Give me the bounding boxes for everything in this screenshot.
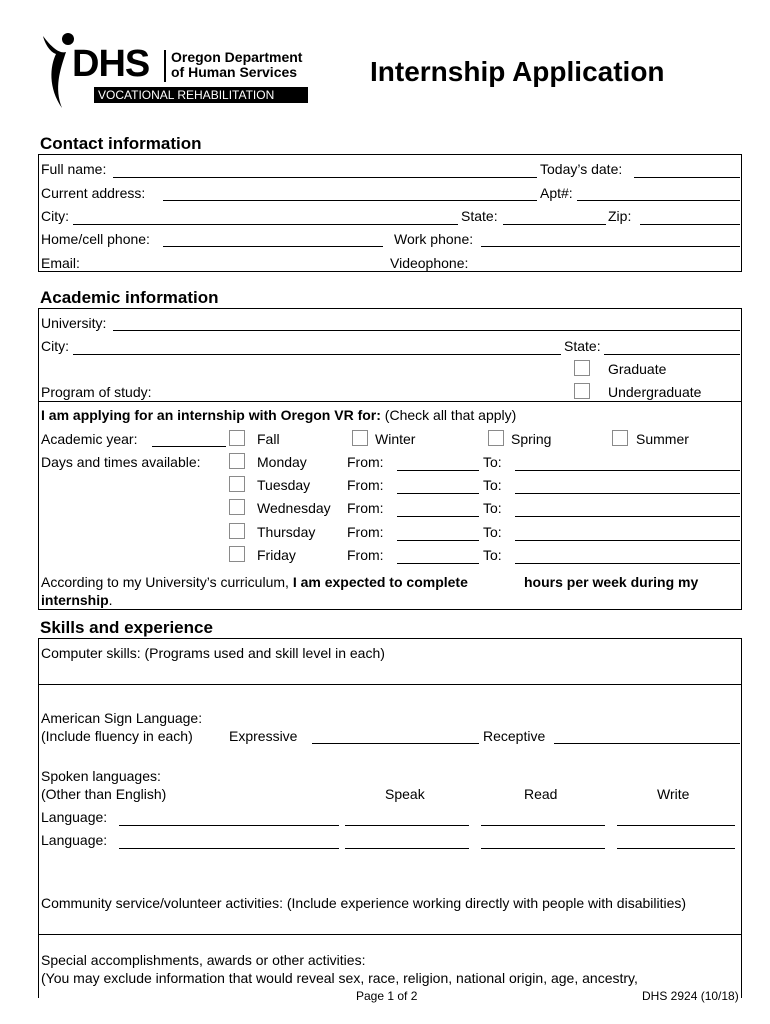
receptive-label: Receptive [483, 728, 546, 744]
undergraduate-label: Undergraduate [608, 384, 702, 400]
academic-divider [38, 401, 742, 402]
expressive-field[interactable] [312, 743, 479, 744]
spring-checkbox[interactable] [488, 430, 504, 446]
from-label: From: [347, 524, 384, 540]
from-label: From: [347, 454, 384, 470]
skills-heading: Skills and experience [40, 618, 213, 637]
fall-checkbox[interactable] [229, 430, 245, 446]
apt-label: Apt#: [540, 185, 573, 201]
to-label: To: [483, 524, 502, 540]
skills-divider-1 [38, 684, 742, 685]
language-label-2: Language: [41, 832, 108, 848]
speak-header: Speak [385, 786, 425, 802]
academic-city-field[interactable] [73, 354, 561, 355]
academic-state-field[interactable] [604, 354, 740, 355]
skills-divider-2 [38, 934, 742, 935]
community-service-area[interactable] [38, 912, 742, 934]
full-name-label: Full name: [41, 161, 107, 177]
thursday-label: Thursday [257, 524, 316, 540]
program-label: Program of study: [41, 384, 152, 400]
to-label: To: [483, 454, 502, 470]
curriculum-line [41, 574, 468, 590]
university-label: University: [41, 315, 107, 331]
curriculum-bold-1: I am expected to complete [292, 574, 468, 590]
receptive-field[interactable] [554, 743, 740, 744]
thursday-to-field[interactable] [515, 540, 740, 541]
friday-to-field[interactable] [515, 563, 740, 564]
tuesday-label: Tuesday [257, 477, 311, 493]
current-address-field[interactable] [163, 200, 537, 201]
zip-label: Zip: [608, 208, 632, 224]
monday-checkbox[interactable] [229, 453, 245, 469]
page-number: Page 1 of 2 [356, 989, 418, 1003]
logo-line2: of Human Services [171, 64, 298, 80]
applying-note: (Check all that apply) [380, 407, 517, 423]
academic-city-label: City: [41, 338, 69, 354]
apt-field[interactable] [577, 200, 740, 201]
spring-label: Spring [511, 431, 552, 447]
form-id: DHS 2924 (10/18) [642, 989, 739, 1003]
special-label-1: Special accomplishments, awards or other activities: [41, 952, 366, 968]
work-phone-field[interactable] [481, 246, 740, 247]
expressive-label: Expressive [229, 728, 298, 744]
friday-from-field[interactable] [397, 563, 479, 564]
curriculum-bold-2: hours per week during my [524, 574, 699, 590]
language-2-write-field[interactable] [617, 848, 735, 849]
friday-label: Friday [257, 547, 296, 563]
dhs-logo [40, 30, 310, 110]
graduate-checkbox[interactable] [574, 360, 590, 376]
summer-checkbox[interactable] [612, 430, 628, 446]
applying-line [41, 407, 516, 423]
community-service-label: Community service/volunteer activities: (Include experience working directly with people with disabilities) [41, 895, 687, 911]
contact-heading: Contact information [40, 134, 202, 153]
to-label: To: [483, 477, 502, 493]
logo-bar [94, 87, 308, 103]
videophone-label: Videophone: [390, 255, 469, 271]
tuesday-from-field[interactable] [397, 493, 479, 494]
academic-state-label: State: [564, 338, 601, 354]
wednesday-to-field[interactable] [515, 516, 740, 517]
asl-label-2: (Include fluency in each) [41, 728, 193, 744]
curriculum-line-2 [41, 592, 113, 608]
curriculum-text: According to my University’s curriculum, [41, 574, 293, 590]
thursday-from-field[interactable] [397, 540, 479, 541]
language-label-1: Language: [41, 809, 108, 825]
home-phone-label: Home/cell phone: [41, 231, 150, 247]
from-label: From: [347, 500, 384, 516]
from-label: From: [347, 547, 384, 563]
fall-label: Fall [257, 431, 280, 447]
to-label: To: [483, 500, 502, 516]
language-1-field[interactable] [119, 825, 339, 826]
language-2-speak-field[interactable] [345, 848, 469, 849]
spoken-label-1: Spoken languages: [41, 768, 161, 784]
logo-bar-text: VOCATIONAL REHABILITATION [98, 88, 275, 102]
monday-to-field[interactable] [515, 470, 740, 471]
state-label: State: [461, 208, 498, 224]
current-address-label: Current address: [41, 185, 146, 201]
graduate-label: Graduate [608, 361, 667, 377]
language-2-field[interactable] [119, 848, 339, 849]
curriculum-bold-3: internship [41, 592, 109, 608]
zip-field[interactable] [640, 224, 740, 225]
todays-date-label: Today’s date: [540, 161, 623, 177]
from-label: From: [347, 477, 384, 493]
email-label: Email: [41, 255, 80, 271]
undergraduate-checkbox[interactable] [574, 383, 590, 399]
academic-year-field[interactable] [152, 446, 226, 447]
state-field[interactable] [503, 224, 606, 225]
language-1-read-field[interactable] [481, 825, 605, 826]
computer-skills-label: Computer skills: (Programs used and skill level in each) [41, 645, 385, 661]
friday-checkbox[interactable] [229, 546, 245, 562]
wednesday-label: Wednesday [257, 500, 331, 516]
special-label-2: (You may exclude information that would reveal sex, race, religion, national origin, age, ancestry, [41, 970, 638, 986]
tuesday-to-field[interactable] [515, 493, 740, 494]
academic-year-label: Academic year: [41, 431, 138, 447]
computer-skills-area[interactable] [38, 662, 742, 684]
logo-divider [164, 50, 166, 82]
city-label: City: [41, 208, 69, 224]
page-title: Internship Application [370, 56, 665, 87]
days-label: Days and times available: [41, 454, 201, 470]
tuesday-checkbox[interactable] [229, 476, 245, 492]
summer-label: Summer [636, 431, 689, 447]
wednesday-from-field[interactable] [397, 516, 479, 517]
language-1-speak-field[interactable] [345, 825, 469, 826]
language-1-write-field[interactable] [617, 825, 735, 826]
city-field[interactable] [73, 224, 458, 225]
skills-box [38, 638, 742, 998]
winter-checkbox[interactable] [352, 430, 368, 446]
logo-dhs-text: DHS [72, 43, 150, 85]
university-field[interactable] [113, 330, 740, 331]
wednesday-checkbox[interactable] [229, 499, 245, 515]
todays-date-field[interactable] [634, 177, 740, 178]
write-header: Write [657, 786, 690, 802]
language-2-read-field[interactable] [481, 848, 605, 849]
asl-label-1: American Sign Language: [41, 710, 203, 726]
spoken-label-2: (Other than English) [41, 786, 167, 802]
curriculum-end: . [108, 592, 113, 608]
winter-label: Winter [375, 431, 416, 447]
academic-heading: Academic information [40, 288, 219, 307]
home-phone-field[interactable] [163, 246, 383, 247]
to-label: To: [483, 547, 502, 563]
applying-bold: I am applying for an internship with Oregon VR for: [41, 407, 381, 423]
thursday-checkbox[interactable] [229, 523, 245, 539]
monday-label: Monday [257, 454, 307, 470]
read-header: Read [524, 786, 558, 802]
full-name-field[interactable] [113, 177, 537, 178]
logo-line1: Oregon Department [171, 49, 303, 65]
work-phone-label: Work phone: [394, 231, 474, 247]
monday-from-field[interactable] [397, 470, 479, 471]
